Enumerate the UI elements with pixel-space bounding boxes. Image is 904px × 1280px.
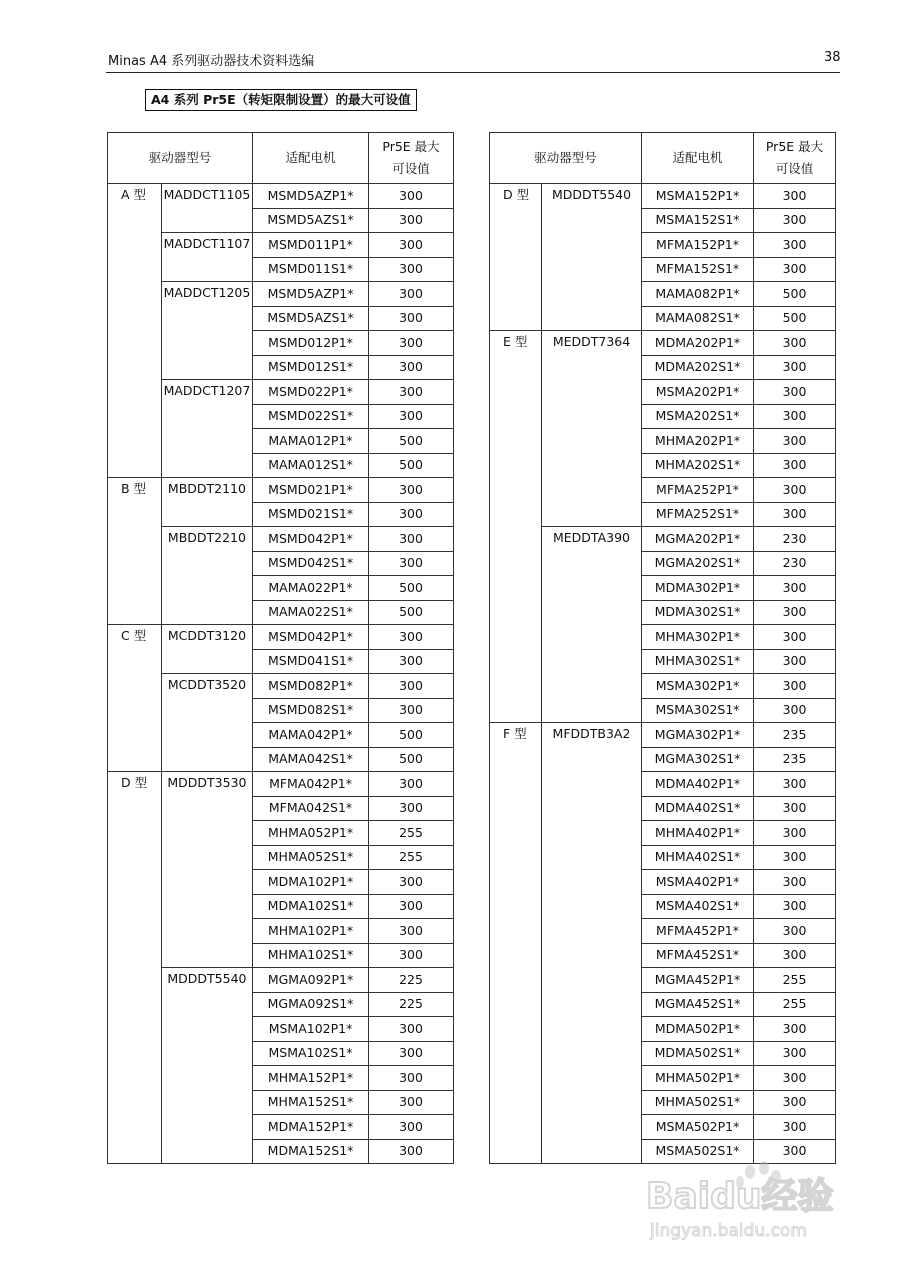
max-value-cell: 300: [754, 625, 836, 650]
max-value-cell: 300: [369, 551, 454, 576]
motor-cell: MDMA102S1*: [253, 894, 369, 919]
table-header-row: [490, 133, 836, 184]
motor-cell: MDMA402S1*: [642, 796, 754, 821]
motor-cell: MDMA402P1*: [642, 772, 754, 797]
max-value-cell: 300: [754, 453, 836, 478]
motor-cell: MHMA152P1*: [253, 1066, 369, 1091]
motor-cell: MGMA092S1*: [253, 992, 369, 1017]
driver-model-cell: MBDDT2210: [161, 527, 252, 625]
max-value-cell: 255: [754, 992, 836, 1017]
torque-limit-table-left: [107, 132, 454, 1164]
max-value-cell: 300: [754, 649, 836, 674]
max-value-cell: 300: [369, 919, 454, 944]
max-value-cell: 300: [369, 796, 454, 821]
header-max-value-line2: 可设值: [775, 161, 814, 176]
motor-cell: MDMA102P1*: [253, 870, 369, 895]
header-motor: 适配电机: [253, 133, 369, 184]
watermark-logo-text: Baidu经验: [646, 1176, 834, 1217]
motor-cell: MDMA502P1*: [642, 1017, 754, 1042]
max-value-cell: 235: [754, 723, 836, 748]
header-max-value: [754, 133, 836, 184]
baidu-jingyan-watermark: [644, 1158, 844, 1244]
motor-cell: MSMA302S1*: [642, 698, 754, 723]
motor-cell: MSMD5AZS1*: [253, 306, 369, 331]
table-row: [108, 772, 454, 797]
driver-model-cell: MADDCT1205: [161, 282, 252, 380]
table-row: [108, 478, 454, 503]
max-value-cell: 300: [754, 1115, 836, 1140]
series-cell: B 型: [108, 478, 162, 625]
header-divider: [106, 72, 840, 73]
max-value-cell: 300: [369, 478, 454, 503]
watermark-url: jingyan.baidu.com: [650, 1221, 807, 1241]
max-value-cell: 300: [754, 772, 836, 797]
series-cell: F 型: [490, 723, 542, 1164]
motor-cell: MSMA502P1*: [642, 1115, 754, 1140]
motor-cell: MHMA152S1*: [253, 1090, 369, 1115]
series-cell: C 型: [108, 625, 162, 772]
max-value-cell: 300: [754, 576, 836, 601]
max-value-cell: 300: [369, 502, 454, 527]
max-value-cell: 300: [754, 331, 836, 356]
motor-cell: MHMA102S1*: [253, 943, 369, 968]
driver-model-cell: MDDDT3530: [161, 772, 252, 968]
max-value-cell: 255: [754, 968, 836, 993]
header-motor: 适配电机: [642, 133, 754, 184]
max-value-cell: 230: [754, 527, 836, 552]
max-value-cell: 300: [754, 1017, 836, 1042]
motor-cell: MSMD022P1*: [253, 380, 369, 405]
max-value-cell: 500: [369, 453, 454, 478]
motor-cell: MAMA012S1*: [253, 453, 369, 478]
table-header-row: [108, 133, 454, 184]
max-value-cell: 300: [369, 1041, 454, 1066]
max-value-cell: 500: [369, 747, 454, 772]
motor-cell: MSMA502S1*: [642, 1139, 754, 1164]
max-value-cell: 500: [754, 282, 836, 307]
motor-cell: MSMD042S1*: [253, 551, 369, 576]
motor-cell: MHMA302S1*: [642, 649, 754, 674]
max-value-cell: 300: [754, 894, 836, 919]
motor-cell: MGMA302S1*: [642, 747, 754, 772]
motor-cell: MSMD5AZP1*: [253, 184, 369, 209]
motor-cell: MAMA042P1*: [253, 723, 369, 748]
driver-model-cell: MEDDTA390: [542, 527, 642, 723]
motor-cell: MFMA452P1*: [642, 919, 754, 944]
max-value-cell: 300: [369, 1017, 454, 1042]
motor-cell: MSMD021S1*: [253, 502, 369, 527]
motor-cell: MSMD041S1*: [253, 649, 369, 674]
max-value-cell: 300: [369, 870, 454, 895]
motor-cell: MSMD022S1*: [253, 404, 369, 429]
max-value-cell: 300: [369, 1115, 454, 1140]
table-row: [490, 527, 836, 552]
motor-cell: MAMA042S1*: [253, 747, 369, 772]
motor-cell: MAMA022P1*: [253, 576, 369, 601]
max-value-cell: 500: [754, 306, 836, 331]
max-value-cell: 300: [754, 1139, 836, 1164]
max-value-cell: 300: [369, 894, 454, 919]
motor-cell: MSMA402P1*: [642, 870, 754, 895]
max-value-cell: 300: [369, 331, 454, 356]
motor-cell: MGMA452S1*: [642, 992, 754, 1017]
max-value-cell: 300: [369, 404, 454, 429]
max-value-cell: 300: [369, 355, 454, 380]
motor-cell: MSMA102S1*: [253, 1041, 369, 1066]
max-value-cell: 300: [754, 478, 836, 503]
motor-cell: MDMA502S1*: [642, 1041, 754, 1066]
motor-cell: MFMA152S1*: [642, 257, 754, 282]
table-row: [108, 625, 454, 650]
motor-cell: MSMA202P1*: [642, 380, 754, 405]
motor-cell: MAMA012P1*: [253, 429, 369, 454]
torque-limit-table-right: [489, 132, 836, 1164]
motor-cell: MDMA202S1*: [642, 355, 754, 380]
motor-cell: MAMA022S1*: [253, 600, 369, 625]
max-value-cell: 225: [369, 968, 454, 993]
header-max-value-line2: 可设值: [392, 161, 430, 176]
max-value-cell: 300: [369, 208, 454, 233]
max-value-cell: 300: [369, 380, 454, 405]
motor-cell: MAMA082S1*: [642, 306, 754, 331]
motor-cell: MGMA202P1*: [642, 527, 754, 552]
motor-cell: MGMA452P1*: [642, 968, 754, 993]
max-value-cell: 300: [369, 649, 454, 674]
motor-cell: MFMA252S1*: [642, 502, 754, 527]
motor-cell: MSMD012P1*: [253, 331, 369, 356]
motor-cell: MHMA502S1*: [642, 1090, 754, 1115]
max-value-cell: 300: [369, 1139, 454, 1164]
max-value-cell: 300: [754, 257, 836, 282]
motor-cell: MSMD011S1*: [253, 257, 369, 282]
series-cell: D 型: [108, 772, 162, 1164]
motor-cell: MSMD042P1*: [253, 527, 369, 552]
max-value-cell: 300: [369, 1066, 454, 1091]
motor-cell: MSMA102P1*: [253, 1017, 369, 1042]
series-cell: D 型: [490, 184, 542, 331]
document-header-title: Minas A4 系列驱动器技术资料选编: [108, 54, 315, 69]
max-value-cell: 255: [369, 821, 454, 846]
max-value-cell: 300: [754, 233, 836, 258]
header-driver-model: 驱动器型号: [108, 133, 253, 184]
series-cell: A 型: [108, 184, 162, 478]
driver-model-cell: MEDDT7364: [542, 331, 642, 527]
max-value-cell: 300: [369, 184, 454, 209]
max-value-cell: 300: [369, 625, 454, 650]
driver-model-cell: MDDDT5540: [161, 968, 252, 1164]
max-value-cell: 300: [754, 502, 836, 527]
max-value-cell: 300: [369, 772, 454, 797]
motor-cell: MFMA252P1*: [642, 478, 754, 503]
max-value-cell: 235: [754, 747, 836, 772]
driver-model-cell: MDDDT5540: [542, 184, 642, 331]
max-value-cell: 300: [754, 870, 836, 895]
max-value-cell: 300: [754, 943, 836, 968]
motor-cell: MHMA052P1*: [253, 821, 369, 846]
table-row: [490, 723, 836, 748]
max-value-cell: 300: [369, 257, 454, 282]
motor-cell: MSMD011P1*: [253, 233, 369, 258]
header-max-value-line1: Pr5E 最大: [765, 139, 824, 154]
section-title: A4 系列 Pr5E（转矩限制设置）的最大可设值: [145, 89, 417, 111]
motor-cell: MSMA152P1*: [642, 184, 754, 209]
max-value-cell: 300: [369, 233, 454, 258]
max-value-cell: 300: [754, 1041, 836, 1066]
max-value-cell: 225: [369, 992, 454, 1017]
motor-cell: MHMA202P1*: [642, 429, 754, 454]
motor-cell: MHMA402P1*: [642, 821, 754, 846]
max-value-cell: 300: [369, 1090, 454, 1115]
motor-cell: MSMA152S1*: [642, 208, 754, 233]
header-max-value-line1: Pr5E 最大: [382, 139, 440, 154]
max-value-cell: 300: [754, 1066, 836, 1091]
motor-cell: MFMA152P1*: [642, 233, 754, 258]
motor-cell: MFMA042S1*: [253, 796, 369, 821]
motor-cell: MGMA092P1*: [253, 968, 369, 993]
motor-cell: MSMA402S1*: [642, 894, 754, 919]
motor-cell: MHMA302P1*: [642, 625, 754, 650]
motor-cell: MAMA082P1*: [642, 282, 754, 307]
motor-cell: MSMA202S1*: [642, 404, 754, 429]
driver-model-cell: MCDDT3520: [161, 674, 252, 772]
max-value-cell: 300: [369, 943, 454, 968]
motor-cell: MHMA202S1*: [642, 453, 754, 478]
max-value-cell: 300: [754, 600, 836, 625]
driver-model-cell: MFDDTB3A2: [542, 723, 642, 1164]
max-value-cell: 300: [754, 380, 836, 405]
series-cell: E 型: [490, 331, 542, 723]
max-value-cell: 500: [369, 600, 454, 625]
max-value-cell: 300: [754, 698, 836, 723]
max-value-cell: 300: [754, 429, 836, 454]
motor-cell: MGMA202S1*: [642, 551, 754, 576]
max-value-cell: 300: [754, 845, 836, 870]
max-value-cell: 255: [369, 845, 454, 870]
max-value-cell: 300: [369, 282, 454, 307]
max-value-cell: 300: [754, 208, 836, 233]
motor-cell: MFMA042P1*: [253, 772, 369, 797]
motor-cell: MGMA302P1*: [642, 723, 754, 748]
max-value-cell: 300: [369, 674, 454, 699]
motor-cell: MHMA402S1*: [642, 845, 754, 870]
driver-model-cell: MBDDT2110: [161, 478, 252, 527]
max-value-cell: 300: [754, 355, 836, 380]
max-value-cell: 230: [754, 551, 836, 576]
motor-cell: MSMD5AZS1*: [253, 208, 369, 233]
max-value-cell: 500: [369, 429, 454, 454]
max-value-cell: 300: [754, 1090, 836, 1115]
max-value-cell: 300: [754, 184, 836, 209]
motor-cell: MFMA452S1*: [642, 943, 754, 968]
motor-cell: MHMA502P1*: [642, 1066, 754, 1091]
motor-cell: MHMA052S1*: [253, 845, 369, 870]
max-value-cell: 300: [369, 698, 454, 723]
motor-cell: MDMA152S1*: [253, 1139, 369, 1164]
driver-model-cell: MADDCT1107: [161, 233, 252, 282]
motor-cell: MDMA152P1*: [253, 1115, 369, 1140]
max-value-cell: 500: [369, 723, 454, 748]
motor-cell: MSMD021P1*: [253, 478, 369, 503]
motor-cell: MSMD082P1*: [253, 674, 369, 699]
table-row: [490, 184, 836, 209]
motor-cell: MDMA302P1*: [642, 576, 754, 601]
table-row: [490, 331, 836, 356]
motor-cell: MSMD042P1*: [253, 625, 369, 650]
motor-cell: MHMA102P1*: [253, 919, 369, 944]
motor-cell: MDMA302S1*: [642, 600, 754, 625]
max-value-cell: 300: [754, 796, 836, 821]
header-max-value: [369, 133, 454, 184]
motor-cell: MSMD082S1*: [253, 698, 369, 723]
driver-model-cell: MADDCT1207: [161, 380, 252, 478]
max-value-cell: 300: [754, 674, 836, 699]
max-value-cell: 300: [754, 404, 836, 429]
max-value-cell: 300: [369, 306, 454, 331]
motor-cell: MSMD5AZP1*: [253, 282, 369, 307]
motor-cell: MSMA302P1*: [642, 674, 754, 699]
driver-model-cell: MCDDT3120: [161, 625, 252, 674]
header-driver-model: 驱动器型号: [490, 133, 642, 184]
driver-model-cell: MADDCT1105: [161, 184, 252, 233]
page-number: 38: [824, 50, 841, 65]
table-row: [108, 184, 454, 209]
motor-cell: MDMA202P1*: [642, 331, 754, 356]
max-value-cell: 300: [754, 919, 836, 944]
max-value-cell: 300: [754, 821, 836, 846]
max-value-cell: 300: [369, 527, 454, 552]
motor-cell: MSMD012S1*: [253, 355, 369, 380]
max-value-cell: 500: [369, 576, 454, 601]
